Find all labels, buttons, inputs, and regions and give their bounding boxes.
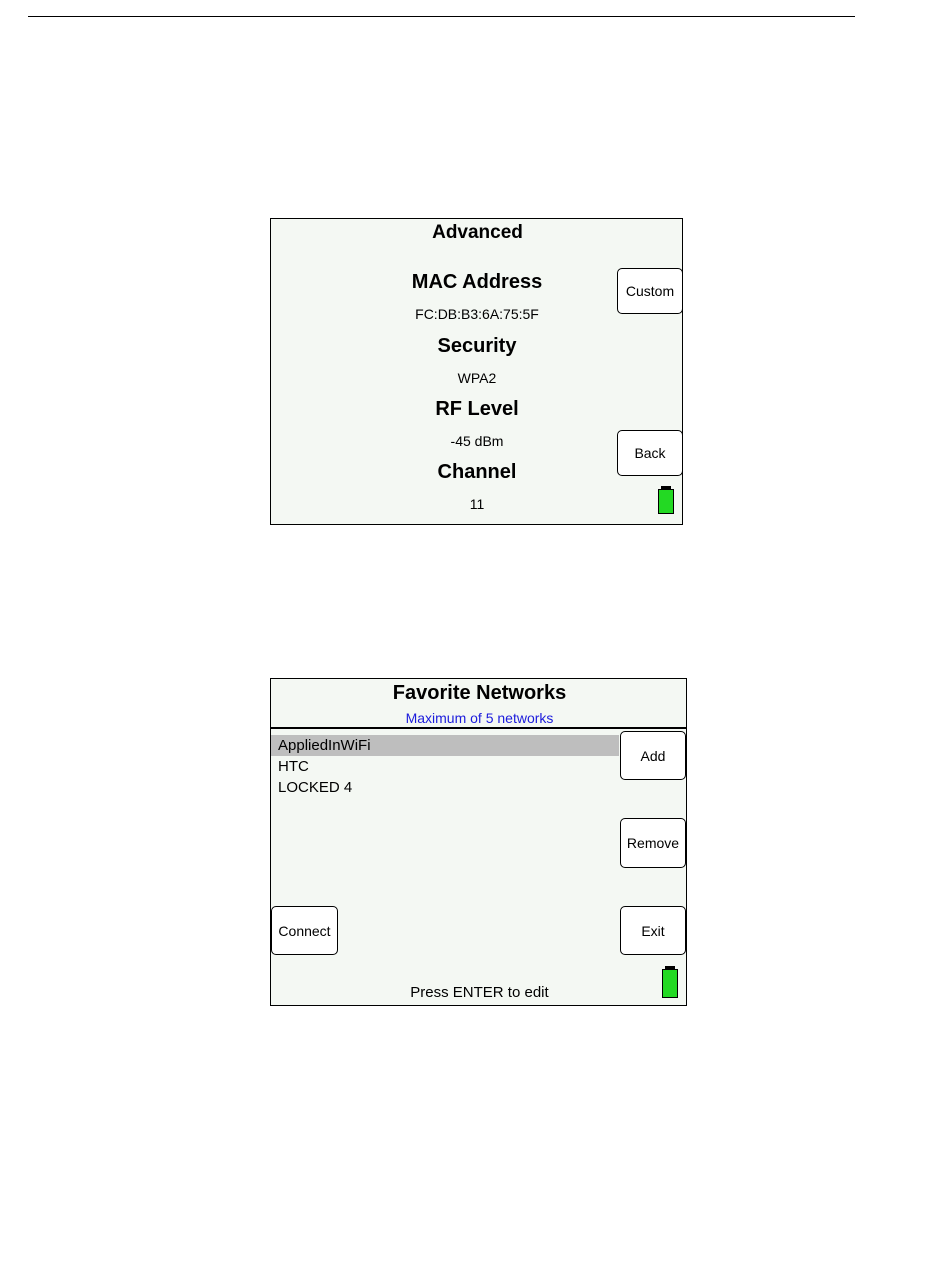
mac-address-label: MAC Address [411,271,543,293]
security-value: WPA2 [457,370,497,386]
channel-value: 11 [469,496,485,512]
screen-title: Advanced [432,222,523,243]
network-item[interactable]: HTC [278,758,309,775]
battery-icon [658,486,674,514]
network-item[interactable]: LOCKED 4 [278,779,353,796]
rf-level-label: RF Level [435,398,519,420]
exit-button[interactable]: Exit [620,906,686,955]
advanced-screen [270,218,683,525]
footer-hint: Press ENTER to edit [410,984,549,1001]
page-header-rule [28,16,855,17]
channel-label: Channel [437,461,517,483]
rf-level-value: -45 dBm [450,433,504,449]
mac-address-value: FC:DB:B3:6A:75:5F [415,306,539,322]
network-list [271,735,619,798]
add-button[interactable]: Add [620,731,686,780]
back-button[interactable]: Back [617,430,683,476]
battery-icon [662,966,678,997]
remove-button[interactable]: Remove [620,818,686,868]
security-label: Security [437,335,517,357]
network-item[interactable]: AppliedInWiFi [271,735,619,756]
custom-button[interactable]: Custom [617,268,683,314]
connect-button[interactable]: Connect [271,906,338,955]
header-divider [271,727,686,729]
favorite-networks-screen [270,678,687,1006]
screen-subtitle: Maximum of 5 networks [405,710,554,726]
screen-title: Favorite Networks [392,682,567,704]
